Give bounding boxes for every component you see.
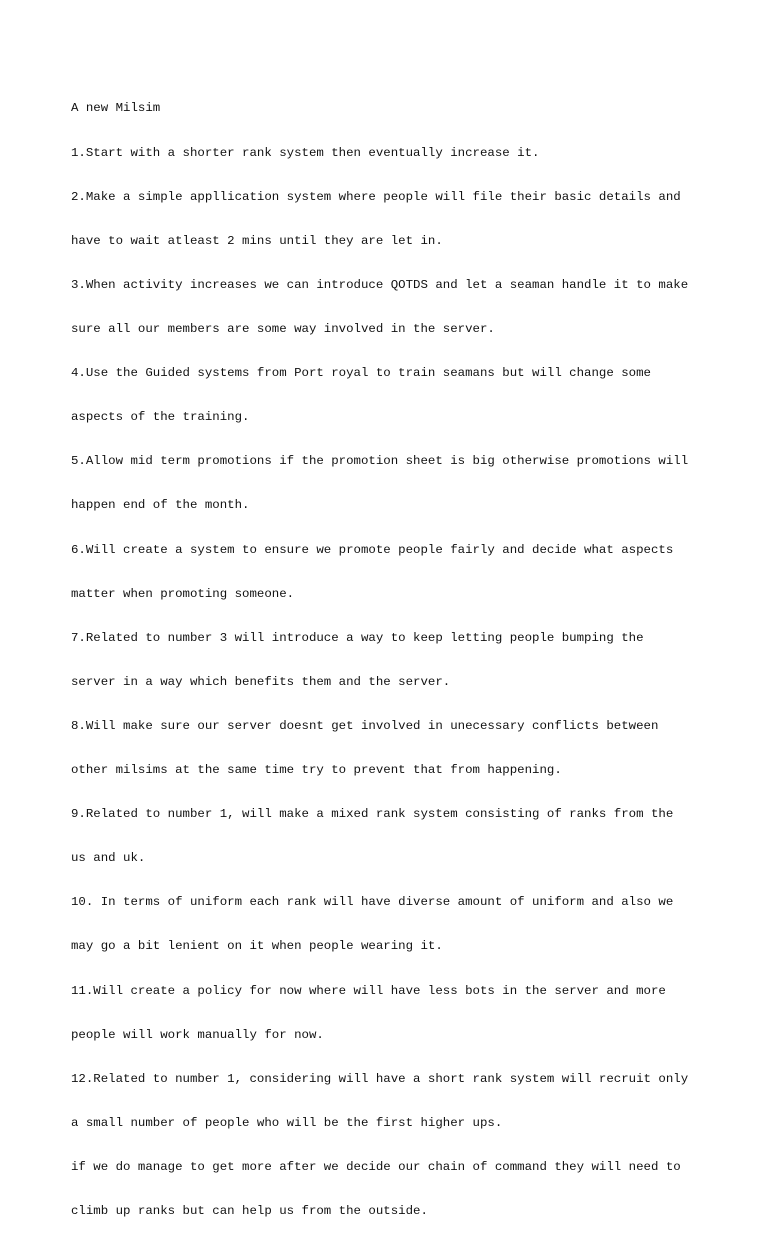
text-line: 6.Will create a system to ensure we promote people fairly and decide what aspects <box>71 542 674 557</box>
document-text <box>71 72 711 1248</box>
text-line: 1.Start with a shorter rank system then eventually increase it. <box>71 145 540 160</box>
text-line: 2.Make a simple appllication system where people will file their basic details and <box>71 189 681 204</box>
text-line: may go a bit lenient on it when people wearing it. <box>71 939 443 954</box>
document-title: A new Milsim <box>71 101 161 116</box>
text-line: 9.Related to number 1, will make a mixed rank system consisting of ranks from the <box>71 807 674 822</box>
text-line: happen end of the month. <box>71 498 250 513</box>
text-line: if we do manage to get more after we decide our chain of command they will need to <box>71 1160 681 1175</box>
text-line: aspects of the training. <box>71 410 250 425</box>
text-line: 8.Will make sure our server doesnt get involved in unecessary conflicts between <box>71 718 659 733</box>
text-line: us and uk. <box>71 851 146 866</box>
text-line: climb up ranks but can help us from the outside. <box>71 1204 428 1219</box>
text-line: other milsims at the same time try to prevent that from happening. <box>71 763 562 778</box>
text-line: 11.Will create a policy for now where will have less bots in the server and more <box>71 983 666 998</box>
text-line: 5.Allow mid term promotions if the promotion sheet is big otherwise promotions will <box>71 454 689 469</box>
text-line: 12.Related to number 1, considering will have a short rank system will recruit only <box>71 1071 689 1086</box>
text-line: 3.When activity increases we can introduce QOTDS and let a seaman handle it to make <box>71 277 689 292</box>
text-line: 7.Related to number 3 will introduce a way to keep letting people bumping the <box>71 630 644 645</box>
text-line: 10. In terms of uniform each rank will have diverse amount of uniform and also we <box>71 895 674 910</box>
text-line: a small number of people who will be the first higher ups. <box>71 1115 503 1130</box>
text-line: matter when promoting someone. <box>71 586 295 601</box>
text-line: people will work manually for now. <box>71 1027 324 1042</box>
text-line: 4.Use the Guided systems from Port royal to train seamans but will change some <box>71 366 651 381</box>
text-line: have to wait atleast 2 mins until they are let in. <box>71 233 443 248</box>
text-line: sure all our members are some way involved in the server. <box>71 321 495 336</box>
text-line: server in a way which benefits them and the server. <box>71 674 451 689</box>
